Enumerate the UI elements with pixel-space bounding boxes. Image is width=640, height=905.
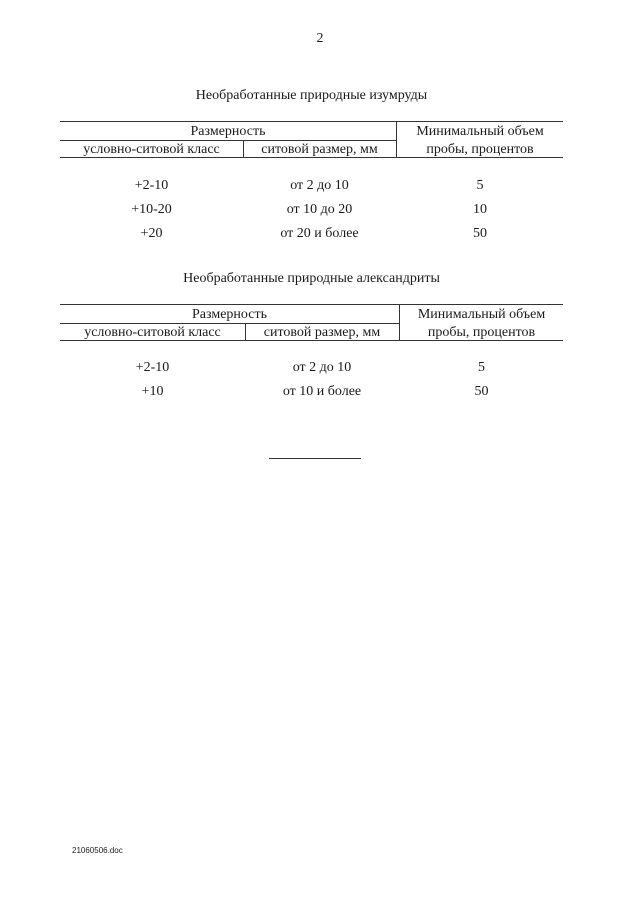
- row-class: +10: [141, 384, 164, 399]
- header-col-min-line1: Минимальный объем: [416, 124, 544, 139]
- row-min: 50: [474, 384, 489, 399]
- header-col-size: ситовой размер, мм: [261, 142, 378, 157]
- table-title-alexandrites: Необработанные природные александриты: [183, 271, 440, 286]
- row-class: +2-10: [134, 178, 169, 193]
- row-min: 5: [476, 178, 484, 193]
- header-col-class: условно-ситовой класс: [84, 325, 221, 340]
- document-id: 21060506.doc: [72, 846, 123, 855]
- header-col-min-line1: Минимальный объем: [417, 307, 546, 322]
- closing-rule: [269, 458, 361, 459]
- header-col-min-line2: пробы, процентов: [426, 142, 534, 157]
- row-min: 5: [478, 360, 485, 375]
- header-group-dimension: Размерность: [192, 307, 267, 322]
- row-class: +10-20: [131, 202, 172, 217]
- table-subheader-rule: [60, 140, 396, 141]
- header-col-class: условно-ситовой класс: [83, 142, 220, 157]
- row-size: от 2 до 10: [290, 178, 349, 193]
- row-class: +20: [140, 226, 163, 241]
- table-top-rule: [60, 304, 563, 305]
- row-size: от 20 и более: [280, 226, 359, 241]
- row-class: +2-10: [135, 360, 170, 375]
- row-size: от 2 до 10: [292, 360, 352, 375]
- table-title-emeralds: Необработанные природные изумруды: [195, 88, 428, 103]
- header-col-min-line2: пробы, процентов: [427, 325, 536, 340]
- table-subheader-rule: [60, 323, 399, 324]
- header-col-size: ситовой размер, мм: [263, 325, 381, 340]
- page-number: 2: [316, 31, 324, 46]
- row-min: 50: [473, 226, 487, 241]
- row-min: 10: [473, 202, 487, 217]
- row-size: от 10 и более: [282, 384, 362, 399]
- row-size: от 10 до 20: [286, 202, 353, 217]
- table-top-rule: [60, 121, 563, 122]
- header-group-dimension: Размерность: [190, 124, 266, 139]
